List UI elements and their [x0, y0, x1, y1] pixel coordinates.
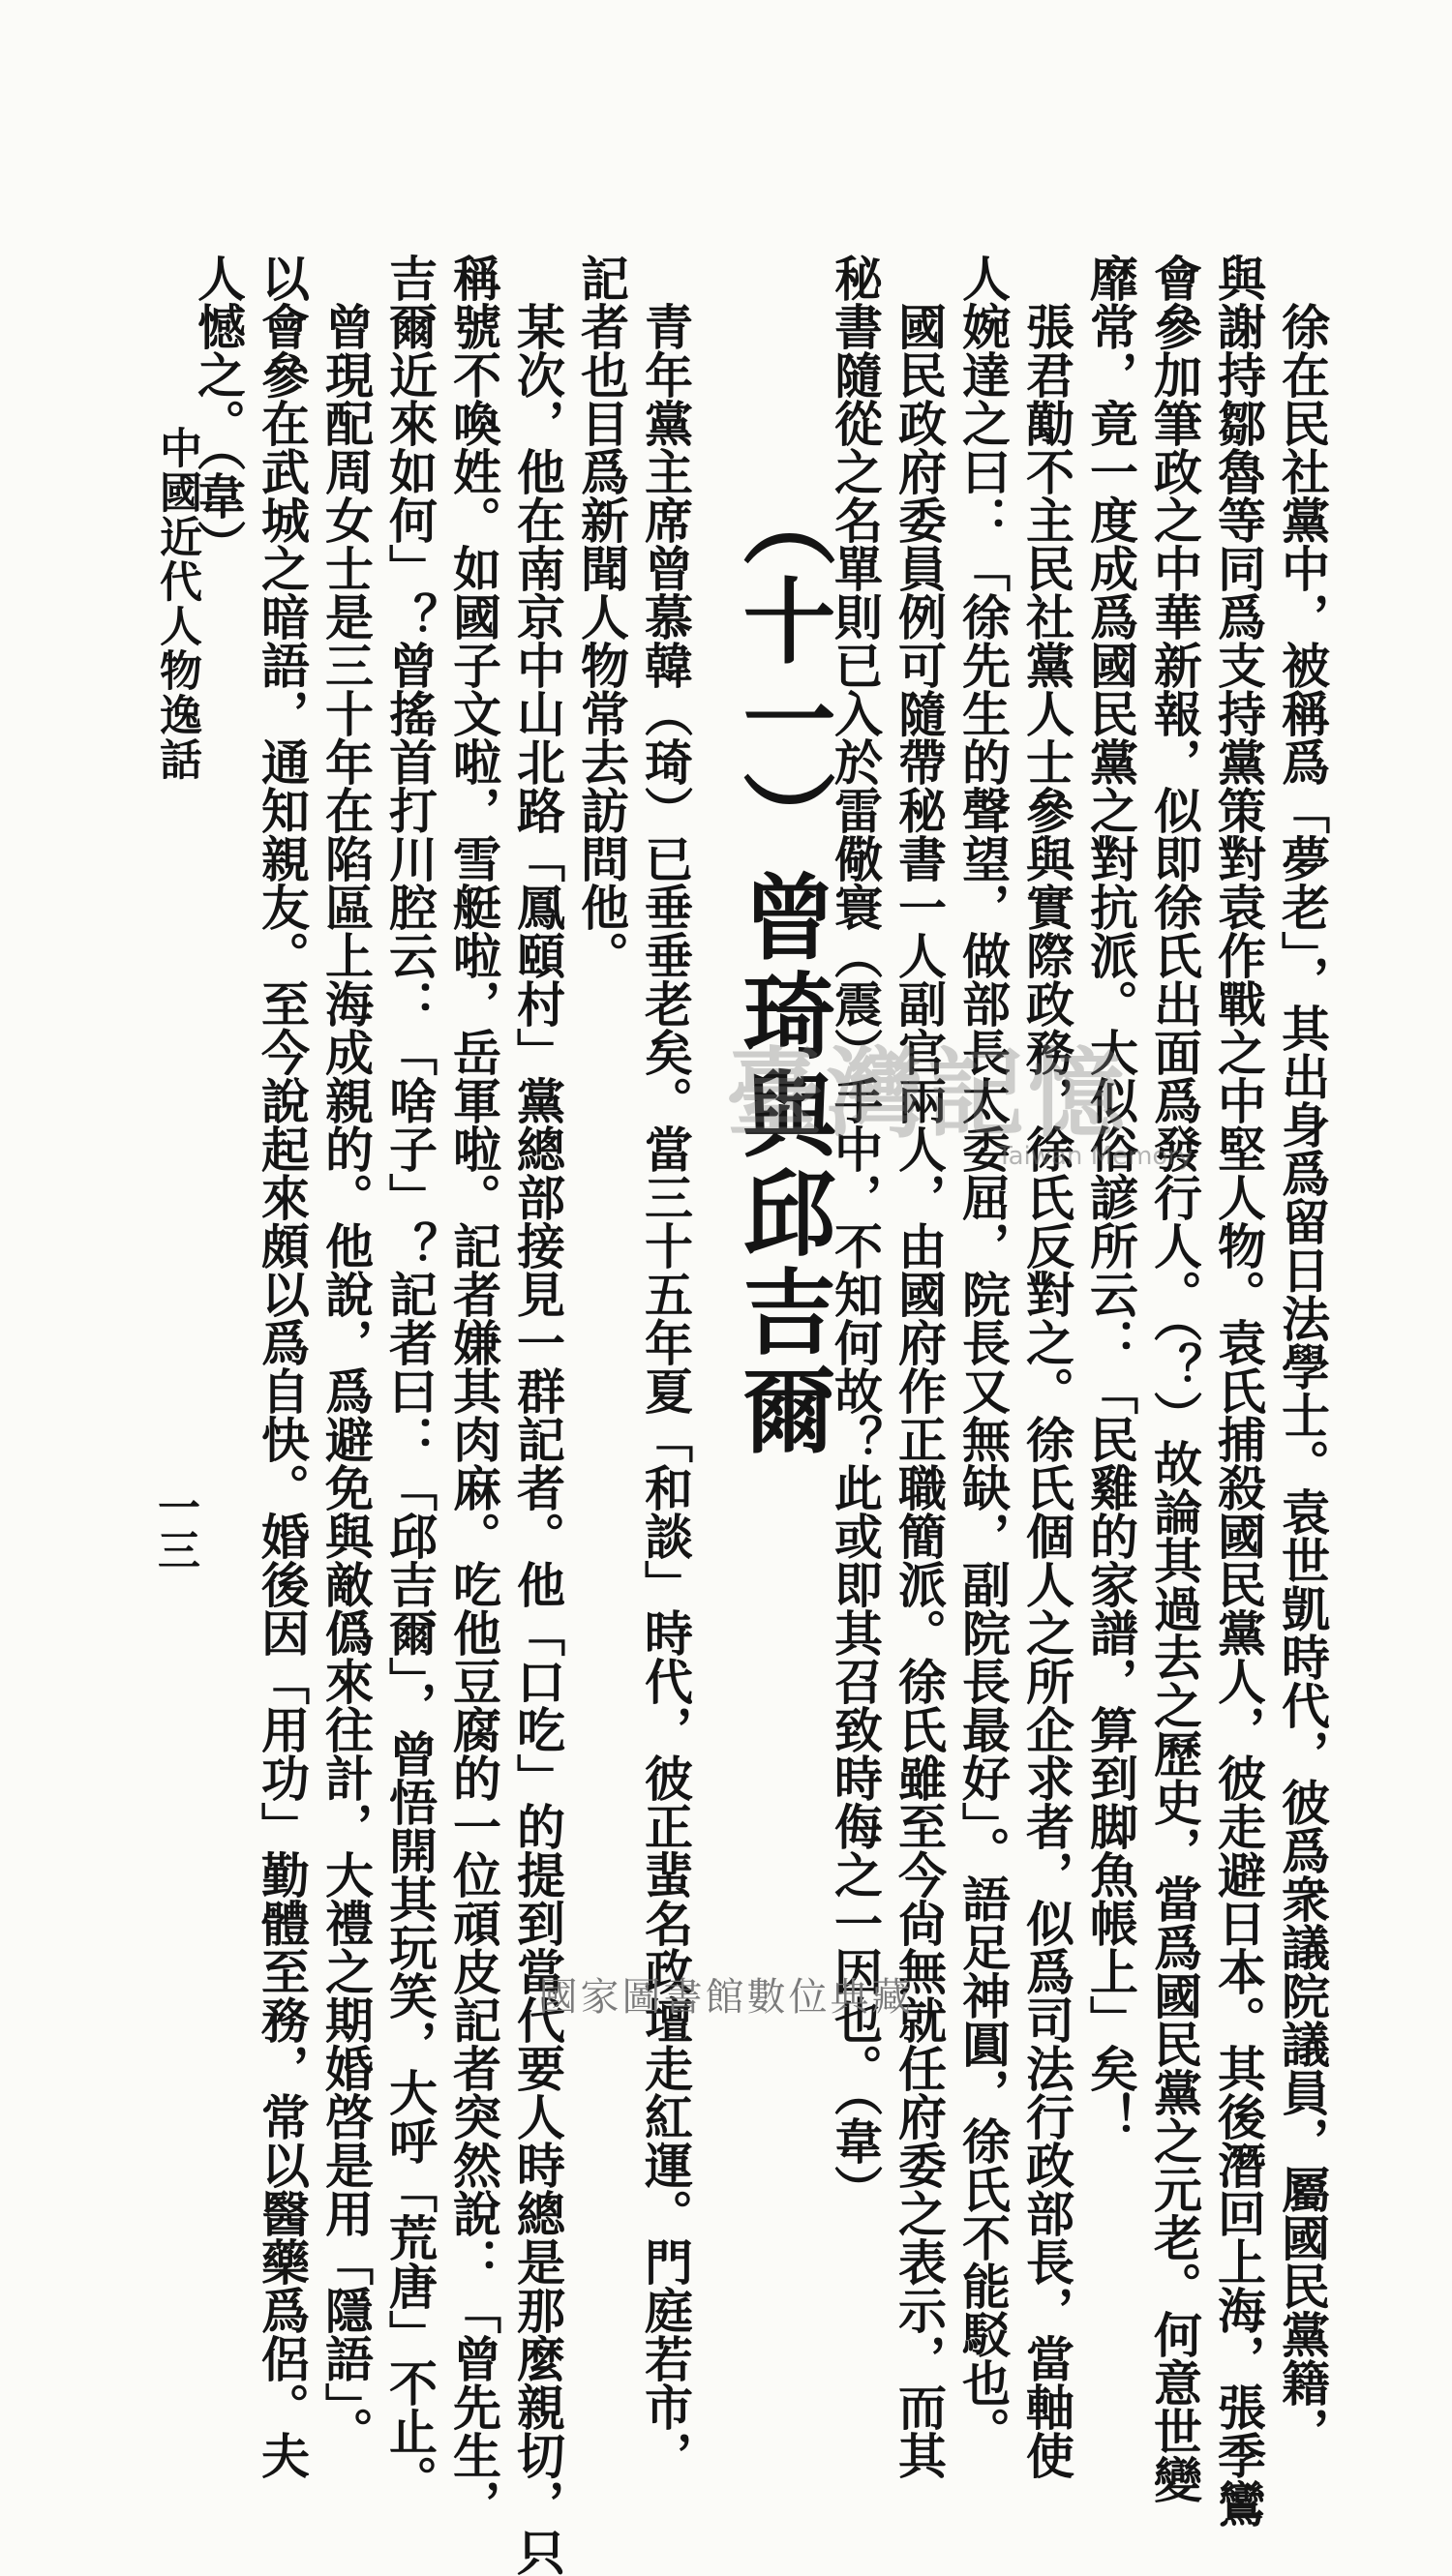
paragraph-line: 稱號不喚姓。如國子文啦，雪艇啦，岳軍啦。記者嫌其肉麻。吃他豆腐的一位頑皮記者突然說：「曾先生，	[445, 254, 502, 2528]
paragraph-line: 徐在民社黨中，被稱爲「夢老」，其出身爲留日法學士。袁世凱時代，彼爲衆議院議員，屬國民黨籍，	[1274, 254, 1331, 2455]
chapter-title: （十一）曾琦與邱吉爾	[728, 474, 837, 1461]
paragraph-line: 與謝持鄒魯等同爲支持黨策對袁作戰之中堅人物。袁氏捕殺國民黨人，彼走避日本。其後潛回上海，張季鸞	[1210, 254, 1267, 2528]
paragraph-line: 會參加筆政之中華新報，似即徐氏出面爲發行人。（？）故論其過去之歷史，當爲國民黨之元老。何意世變	[1146, 254, 1203, 2503]
paragraph-line: 曾現配周女士是三十年在陷區上海成親的。他說，爲避免與敵僞來往計，大禮之期婚啓是用「隱語」。	[318, 254, 375, 2455]
paragraph-line: 靡常，竟一度成爲國民黨之對抗派。大似俗諺所云：「民雞的家譜，算到脚魚帳上」矣！	[1082, 254, 1139, 2141]
running-head: 中國近代人物逸話	[152, 426, 201, 782]
paragraph-line: 人婉達之曰：「徐先生的聲望，做部長太委屈，院長又無缺，副院長最好」。語足神圓，徐氏不能駁也。	[954, 254, 1012, 2455]
watermark-logo-sub: Taiwan Memory	[997, 1142, 1194, 1171]
paragraph-line: 記者也目爲新聞人物常去訪問他。	[573, 254, 630, 979]
footer-collection-mark: 國家圖書館數位典藏	[538, 1975, 914, 2020]
paragraph-line: 張君勱不主民社黨人士參與實際政務，徐氏反對之。徐氏個人之所企求者，似爲司法行政部長，當軸使	[1018, 254, 1075, 2479]
paragraph-line: 秘書隨從之名單則已入於雷儆寰（震）手中，不知何故？此或即其召致時侮之一因也。（韋）	[827, 254, 884, 2213]
watermark-logo: 臺灣記憶	[726, 1036, 1129, 1151]
paragraph-line: 以會參在武城之暗語，通知親友。至今說起來頗以爲自快。婚後因「用功」勤體至務，常以醫藥爲侶。夫	[254, 254, 311, 2479]
paragraph-line: 吉爾近來如何」？曾搖首打川腔云：「啥子」？記者曰：「邱吉爾」，曾悟開其玩笑，大呼「荒唐」不止。	[381, 254, 439, 2503]
paragraph-line: 某次，他在南京中山北路「鳳頤村」黨總部接見一群記者。他「口吃」的提到當代要人時總是那麼親切，只	[509, 254, 566, 2576]
paragraph-line: 青年黨主席曾慕韓（琦）已垂垂老矣。當三十五年夏「和談」時代，彼正蜚名政壇走紅運。門庭若市，	[637, 254, 694, 2479]
paragraph-line: 人憾之。（韋）	[190, 254, 247, 568]
page-number: 一三	[150, 1485, 199, 1571]
paragraph-line: 國民政府委員例可隨帶秘書一人副官兩人，由國府作正職簡派。徐氏雖至今尙無就任府委之表示，而其	[891, 254, 948, 2479]
